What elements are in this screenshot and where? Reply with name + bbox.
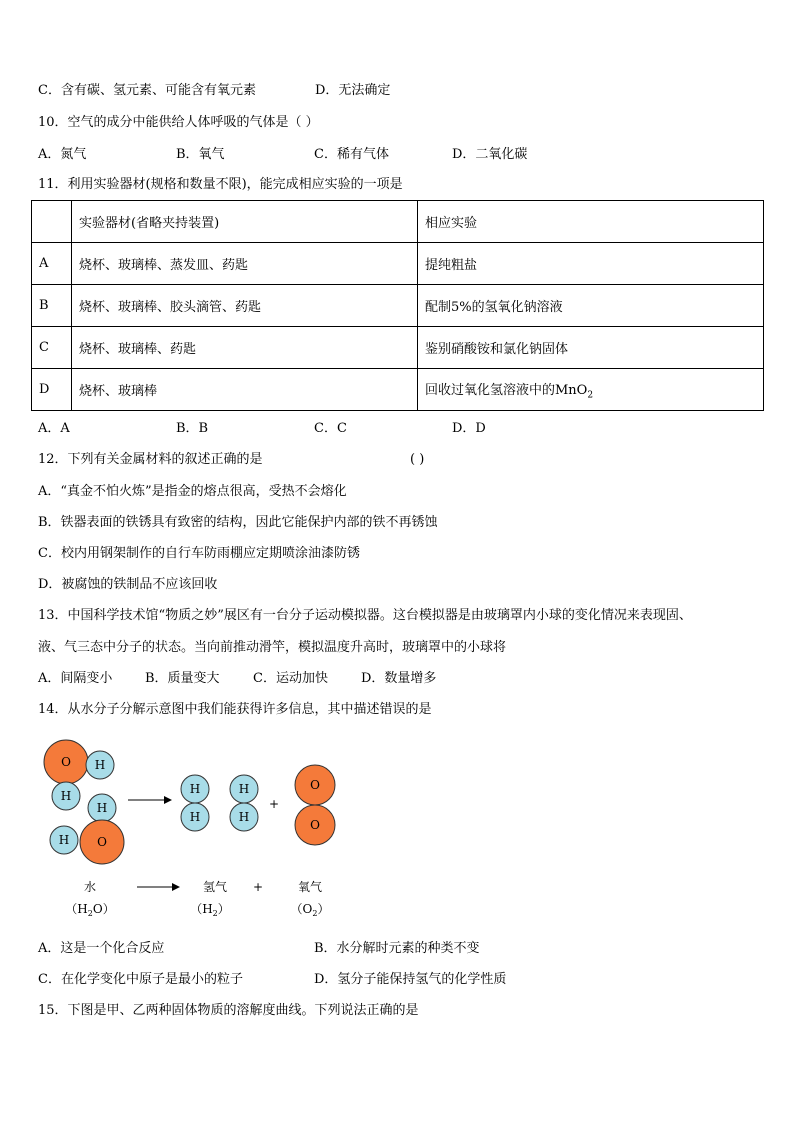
q14-option-d: D．氢分子能保持氢气的化学性质	[314, 972, 507, 987]
hydrogen-formula	[190, 902, 230, 918]
table-row	[32, 285, 764, 327]
hydrogen-atom-label: H	[189, 810, 201, 824]
q15-stem: 15．下图是甲、乙两种固体物质的溶解度曲线。下列说法正确的是	[38, 1003, 419, 1018]
formula-subscript: 2	[312, 909, 318, 918]
hydrogen-atom-label: H	[238, 810, 250, 824]
hydrogen-atom-label: H	[96, 801, 108, 815]
table-cell: 烧杯、玻璃棒、药匙	[72, 327, 418, 369]
q13-option-c: C．运动加快	[253, 671, 328, 686]
q10-option-a: A．氮气	[38, 147, 87, 162]
table-cell: 烧杯、玻璃棒、胶头滴管、药匙	[72, 285, 418, 327]
hydrogen-label: 氢气	[202, 880, 228, 894]
q14-option-c: C．在化学变化中原子是最小的粒子	[38, 972, 243, 987]
q13-option-a: A．间隔变小	[38, 671, 113, 686]
hydrogen-atom-label: H	[238, 782, 250, 796]
table-cell-text: 回收过氧化氢溶液中的MnO	[425, 382, 588, 398]
hydrogen-molecule	[181, 775, 209, 831]
water-decomposition-diagram	[40, 738, 360, 928]
q9-option-d: D．无法确定	[315, 83, 391, 98]
table-cell: 烧杯、玻璃棒、蒸发皿、药匙	[72, 243, 418, 285]
q12-option-a: A．“真金不怕火炼”是指金的熔点很高，受热不会熔化	[38, 484, 347, 499]
table-cell: 配制5%的氢氧化钠溶液	[418, 285, 764, 327]
oxygen-molecule	[295, 765, 335, 845]
table-cell: A	[32, 243, 72, 285]
q11-option-b: B．B	[176, 421, 209, 436]
hydrogen-atom-label: H	[58, 833, 70, 847]
q11-stem: 11．利用实验器材(规格和数量不限)，能完成相应实验的一项是	[38, 177, 403, 192]
q10-stem: 10．空气的成分中能供给人体呼吸的气体是（ ）	[38, 115, 319, 130]
arrow-icon	[128, 796, 172, 804]
q11-option-a: A．A	[38, 421, 70, 436]
table-cell: 鉴别硝酸铵和氯化钠固体	[418, 327, 764, 369]
hydrogen-atom-label: H	[60, 789, 72, 803]
q13-option-d: D．数量增多	[361, 671, 437, 686]
formula-text: （H	[65, 902, 88, 916]
oxygen-label: 氧气	[297, 880, 323, 894]
q9-option-c: C．含有碳、氢元素、可能含有氧元素	[38, 83, 256, 98]
q10-option-c: C．稀有气体	[314, 147, 389, 162]
hydrogen-atom-label: H	[189, 782, 201, 796]
oxygen-atom-label: O	[61, 755, 71, 769]
table-header-cell: 相应实验	[418, 201, 764, 243]
q12-stem: 12．下列有关金属材料的叙述正确的是	[38, 452, 263, 467]
hydrogen-molecule	[230, 775, 258, 831]
formula-subscript: 2	[87, 909, 93, 918]
q10-option-d: D．二氧化碳	[452, 147, 528, 162]
q11-option-d: D．D	[452, 421, 486, 436]
q14-option-a: A．这是一个化合反应	[38, 941, 165, 956]
q11-option-c: C．C	[314, 421, 347, 436]
oxygen-atom-label: O	[97, 835, 107, 849]
arrow-icon	[137, 883, 180, 891]
table-row	[32, 243, 764, 285]
oxygen-formula	[291, 902, 330, 918]
table-row	[32, 327, 764, 369]
oxygen-atom-label: O	[310, 778, 320, 792]
hydrogen-atom-label: H	[94, 758, 106, 772]
table-cell: 提纯粗盐	[418, 243, 764, 285]
table-cell	[418, 369, 764, 411]
formula-subscript: 2	[212, 909, 218, 918]
q13-stem-line2: 液、气三态中分子的状态。当向前推动滑竿，模拟温度升高时，玻璃罩中的小球将	[38, 640, 507, 655]
q13-stem-line1: 13．中国科学技术馆“物质之妙”展区有一台分子运动模拟器。这台模拟器是由玻璃罩内小球的变化情况来表现固、	[38, 608, 692, 623]
table-cell: B	[32, 285, 72, 327]
q12-option-c: C．校内用钢架制作的自行车防雨棚应定期喷涂油漆防锈	[38, 546, 360, 561]
table-header-row	[32, 201, 764, 243]
table-cell: C	[32, 327, 72, 369]
table-row	[32, 369, 764, 411]
table-header-cell	[32, 201, 72, 243]
q12-option-d: D．被腐蚀的铁制品不应该回收	[38, 577, 218, 592]
q14-option-b: B．水分解时元素的种类不变	[314, 941, 480, 956]
subscript: 2	[587, 390, 594, 401]
experiment-table	[31, 200, 764, 411]
formula-text: （O	[290, 902, 313, 916]
formula-text: O）	[92, 902, 115, 916]
q12-option-b: B．铁器表面的铁锈具有致密的结构，因此它能保护内部的铁不再锈蚀	[38, 515, 438, 530]
plus-sign: +	[252, 880, 264, 894]
water-formula	[65, 902, 114, 918]
table-cell: 烧杯、玻璃棒	[72, 369, 418, 411]
formula-text: ）	[217, 902, 230, 916]
oxygen-atom-label: O	[310, 818, 320, 832]
table-cell: D	[32, 369, 72, 411]
plus-sign: +	[268, 797, 280, 811]
formula-text: （H	[190, 902, 213, 916]
formula-text: ）	[317, 902, 330, 916]
q14-stem: 14．从水分子分解示意图中我们能获得许多信息，其中描述错误的是	[38, 702, 432, 717]
water-label: 水	[83, 880, 97, 894]
q13-option-b: B．质量变大	[145, 671, 220, 686]
q12-answer-paren: ( )	[410, 452, 425, 467]
table-header-cell: 实验器材(省略夹持装置)	[72, 201, 418, 243]
q10-option-b: B．氧气	[176, 147, 225, 162]
